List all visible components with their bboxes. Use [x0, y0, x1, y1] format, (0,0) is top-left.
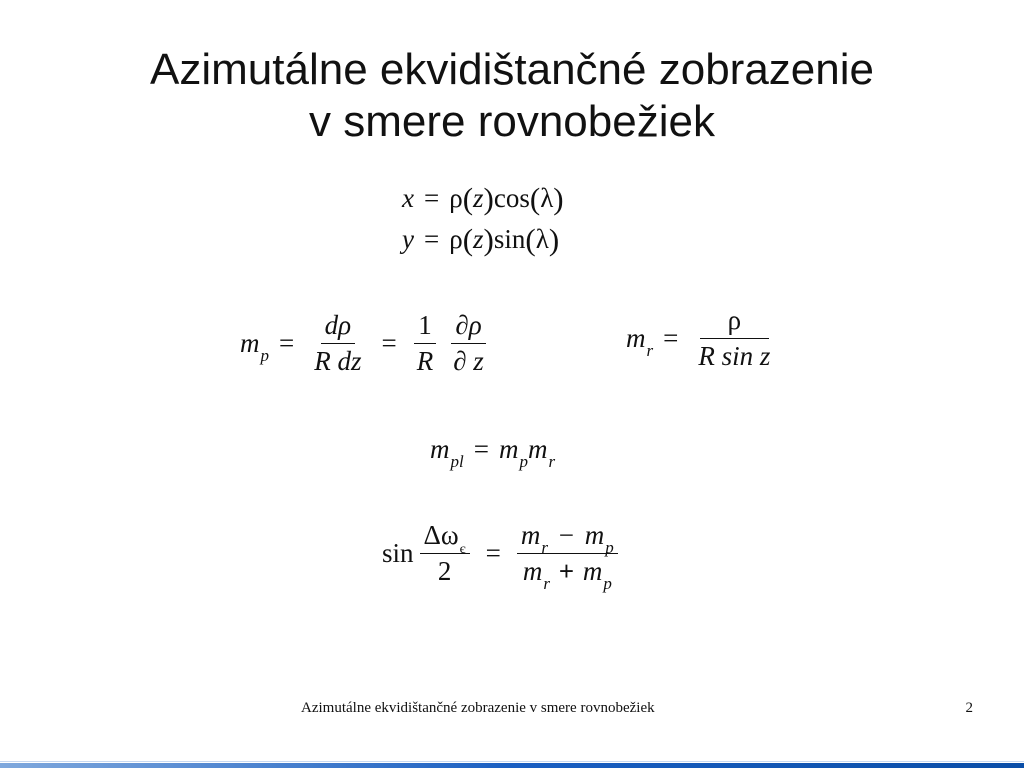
page-number: 2	[965, 700, 973, 716]
paren-close: )	[483, 222, 494, 257]
frac-numerator	[517, 520, 618, 557]
fraction-mr-mp	[517, 520, 618, 593]
frac-denominator: 2	[437, 556, 452, 586]
minus-sign: −	[558, 520, 575, 550]
frac-denominator: R sin z	[698, 341, 771, 371]
eq-mr-lhs-sub: r	[646, 341, 654, 360]
eq-mpl-r2: m	[527, 434, 548, 464]
equals-sign: =	[423, 224, 440, 254]
slide-title-line-2: v smere rovnobežiek	[309, 97, 715, 146]
m-symbol: m	[520, 520, 541, 550]
slide-title	[0, 44, 1024, 148]
eq-x-fn: cos	[493, 183, 530, 213]
equals-sign: =	[473, 434, 489, 464]
footer-divider	[0, 761, 1024, 762]
sub-r: r	[541, 538, 549, 557]
equation-mr	[626, 307, 780, 370]
frac-denominator: ∂ z	[453, 346, 484, 376]
equation-mpl	[430, 434, 556, 471]
eq-sin-fn: sin	[382, 538, 414, 568]
m-symbol: m	[584, 520, 605, 550]
eq-x-arg: z	[473, 183, 484, 213]
equals-sign: =	[423, 183, 440, 213]
eq-y-lhs: y	[402, 224, 414, 254]
eq-mpl-r1: m	[498, 434, 519, 464]
paren-open: (	[462, 181, 474, 216]
eq-x-lhs: x	[402, 183, 414, 213]
epsilon-sub: є	[459, 542, 466, 557]
frac-denominator: R	[416, 346, 434, 376]
sub-r: r	[543, 574, 550, 593]
equals-sign: =	[279, 328, 295, 358]
equation-sin	[382, 520, 624, 593]
eq-mpl-lhs-sub: pl	[450, 452, 464, 471]
frac-denominator: R dz	[314, 346, 362, 376]
eq-mpl-r1-sub: p	[519, 452, 528, 471]
frac-numerator: ρ	[700, 307, 769, 339]
delta-omega: Δω	[423, 520, 459, 550]
equation-mp	[240, 312, 494, 375]
frac-numerator: dρ	[321, 312, 355, 344]
footer-title: Azimutálne ekvidištančné zobrazenie v smere rovnobežiek	[301, 700, 655, 716]
eq-x-rho: ρ	[449, 183, 463, 213]
eq-mp-lhs: m	[240, 328, 260, 358]
m-symbol: m	[582, 556, 603, 586]
sub-p: p	[603, 574, 612, 593]
equals-sign: =	[381, 328, 397, 358]
paren-close: )	[553, 181, 564, 216]
equals-sign: =	[485, 538, 501, 568]
fraction-partial	[449, 312, 488, 375]
equals-sign: =	[663, 323, 679, 353]
fraction-drho-rdz	[310, 312, 365, 375]
paren-open: (	[525, 222, 536, 257]
frac-numerator: ∂ρ	[451, 312, 485, 344]
equation-x	[402, 183, 564, 214]
equation-y	[402, 224, 559, 255]
slide-title-line-1: Azimutálne ekvidištančné zobrazenie	[150, 45, 874, 94]
eq-x-angle: λ	[540, 183, 554, 213]
eq-y-angle: λ	[535, 224, 549, 254]
frac-numerator	[420, 520, 470, 557]
eq-y-arg: z	[473, 224, 484, 254]
eq-y-rho: ρ	[449, 224, 463, 254]
m-symbol: m	[522, 556, 543, 586]
frac-denominator	[519, 554, 616, 593]
fraction-one-over-r	[413, 312, 438, 375]
paren-open: (	[462, 222, 474, 257]
fraction-delta-omega	[420, 522, 470, 585]
sub-p: p	[605, 538, 614, 557]
eq-mp-lhs-sub: p	[260, 346, 269, 365]
eq-mpl-lhs: m	[430, 434, 450, 464]
eq-mr-lhs: m	[626, 323, 646, 353]
frac-numerator: 1	[414, 312, 436, 344]
paren-close: )	[483, 181, 494, 216]
plus-sign: +	[558, 556, 575, 586]
eq-y-fn: sin	[493, 224, 526, 254]
paren-open: (	[529, 181, 541, 216]
eq-mpl-r2-sub: r	[548, 452, 556, 471]
fraction-rho-rsinz	[694, 307, 774, 370]
paren-close: )	[548, 222, 560, 257]
footer-accent-bar	[0, 763, 1024, 768]
